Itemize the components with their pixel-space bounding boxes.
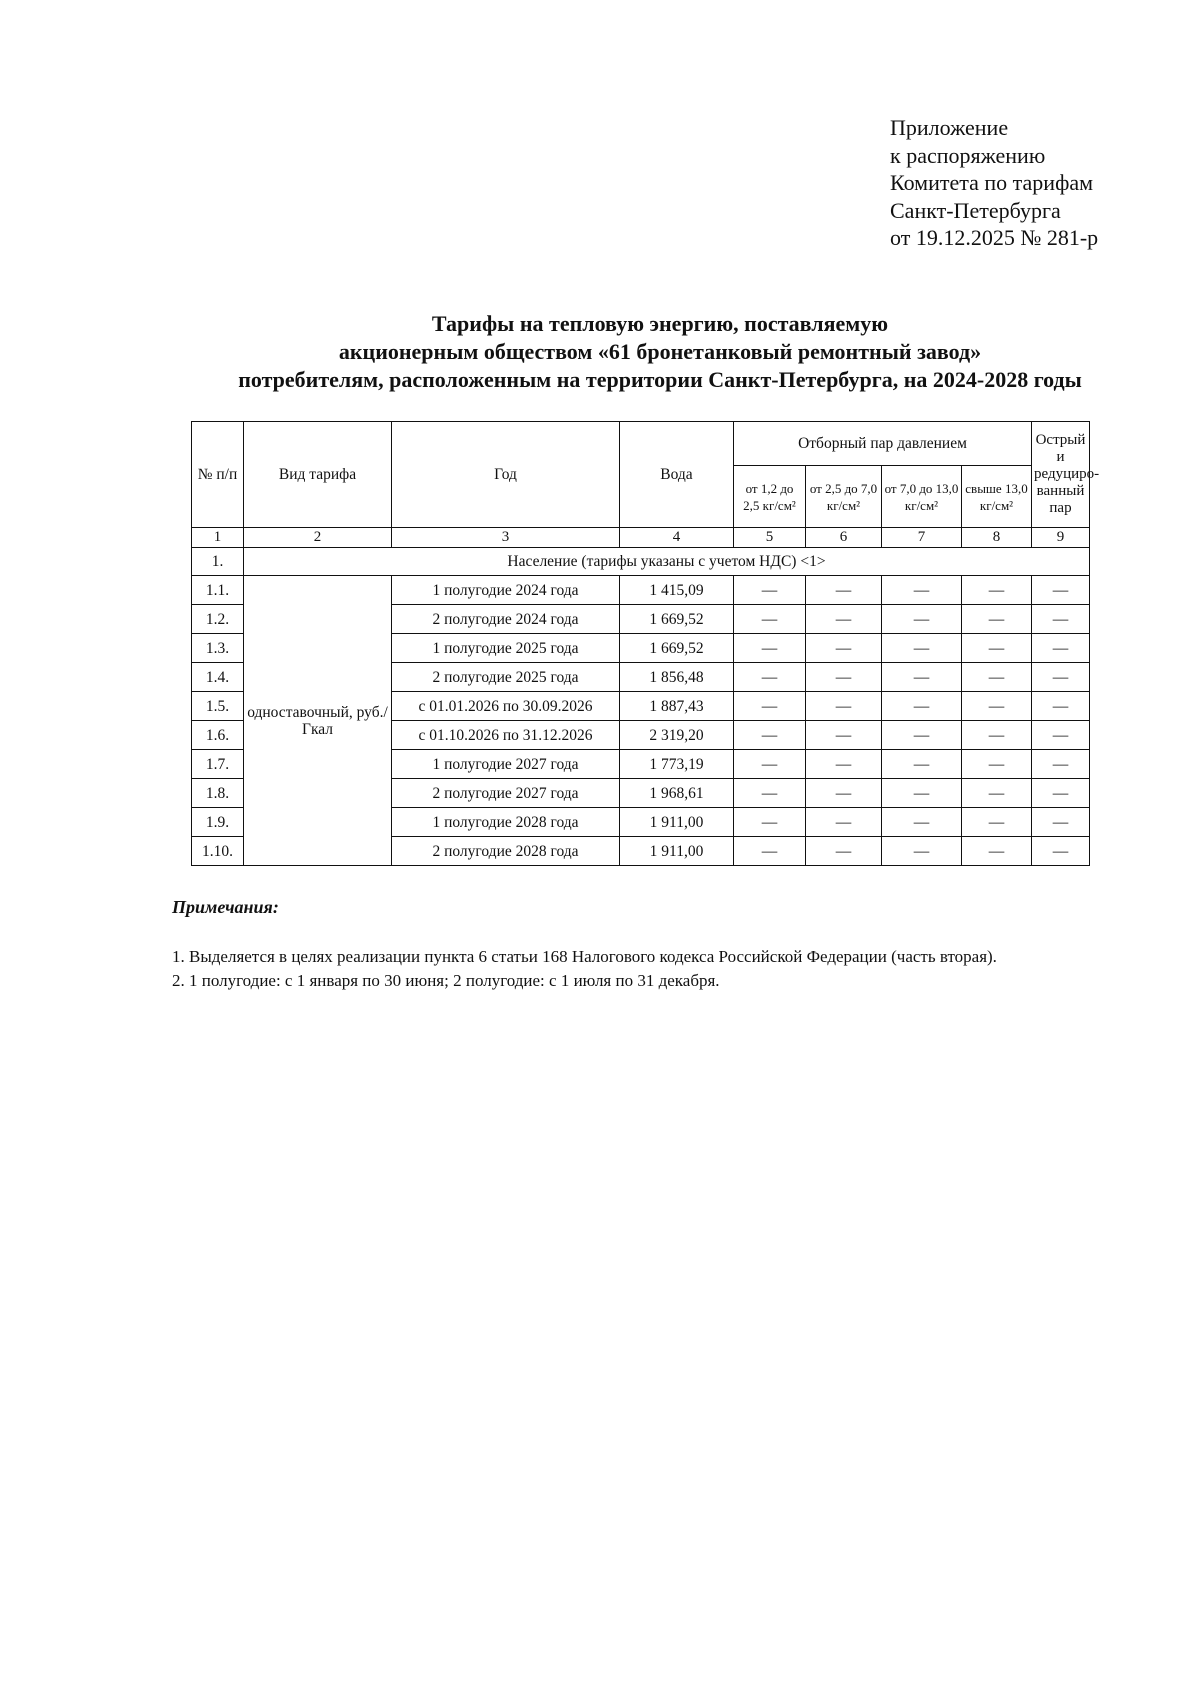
column-number: 8 — [962, 528, 1032, 548]
row-number: 1.8. — [192, 779, 244, 808]
empty-value-cell: — — [734, 605, 806, 634]
document-title — [0, 310, 1200, 394]
appendix-line: к распоряжению — [890, 142, 1046, 168]
column-number: 3 — [392, 528, 620, 548]
title-line: потребителям, расположенным на территории Санкт-Петербурга, на 2024-2028 годы — [238, 367, 1082, 392]
empty-value-cell: — — [882, 692, 962, 721]
header-steam-2: от 2,5 до 7,0 кг/см² — [806, 466, 882, 528]
empty-value-cell: — — [962, 837, 1032, 866]
empty-value-cell: — — [882, 663, 962, 692]
header-year: Год — [392, 422, 620, 528]
water-tariff-cell: 2 319,20 — [620, 721, 734, 750]
section-row — [192, 548, 1090, 576]
header-steam-group: Отборный пар давлением — [734, 422, 1032, 466]
row-number: 1.4. — [192, 663, 244, 692]
empty-value-cell: — — [806, 634, 882, 663]
section-number: 1. — [192, 548, 244, 576]
empty-value-cell: — — [1032, 576, 1090, 605]
title-line: Тарифы на тепловую энергию, поставляемую — [431, 311, 889, 336]
empty-value-cell: — — [882, 605, 962, 634]
empty-value-cell: — — [806, 750, 882, 779]
row-number: 1.3. — [192, 634, 244, 663]
empty-value-cell: — — [1032, 605, 1090, 634]
header-steam-1: от 1,2 до 2,5 кг/см² — [734, 466, 806, 528]
row-number: 1.5. — [192, 692, 244, 721]
empty-value-cell: — — [882, 837, 962, 866]
empty-value-cell: — — [734, 837, 806, 866]
empty-value-cell: — — [962, 779, 1032, 808]
empty-value-cell: — — [962, 605, 1032, 634]
water-tariff-cell: 1 968,61 — [620, 779, 734, 808]
tariff-type-cell: одноставочный, руб./Гкал — [244, 576, 392, 866]
column-number: 9 — [1032, 528, 1090, 548]
empty-value-cell: — — [734, 663, 806, 692]
water-tariff-cell: 1 773,19 — [620, 750, 734, 779]
water-tariff-cell: 1 415,09 — [620, 576, 734, 605]
header-steam-3: от 7,0 до 13,0 кг/см² — [882, 466, 962, 528]
notes-title: Примечания: — [172, 897, 279, 917]
column-number: 5 — [734, 528, 806, 548]
section-label: Население (тарифы указаны с учетом НДС) <1> — [244, 548, 1090, 576]
row-number: 1.9. — [192, 808, 244, 837]
row-number: 1.2. — [192, 605, 244, 634]
empty-value-cell: — — [882, 576, 962, 605]
water-tariff-cell: 1 887,43 — [620, 692, 734, 721]
empty-value-cell: — — [806, 779, 882, 808]
header-steam-4: свыше 13,0 кг/см² — [962, 466, 1032, 528]
period-cell: 1 полугодие 2027 года — [392, 750, 620, 779]
note-item: 1. Выделяется в целях реализации пункта 6 статьи 168 Налогового кодекса Российской Федерации (часть вторая). — [172, 947, 997, 966]
empty-value-cell: — — [1032, 721, 1090, 750]
empty-value-cell: — — [1032, 779, 1090, 808]
column-numbers-row — [192, 528, 1090, 548]
water-tariff-cell: 1 669,52 — [620, 605, 734, 634]
empty-value-cell: — — [1032, 837, 1090, 866]
period-cell: 1 полугодие 2024 года — [392, 576, 620, 605]
water-tariff-cell: 1 856,48 — [620, 663, 734, 692]
appendix-block — [890, 114, 1098, 252]
period-cell: 2 полугодие 2024 года — [392, 605, 620, 634]
period-cell: 2 полугодие 2028 года — [392, 837, 620, 866]
column-number: 6 — [806, 528, 882, 548]
empty-value-cell: — — [806, 605, 882, 634]
water-tariff-cell: 1 911,00 — [620, 837, 734, 866]
row-number: 1.7. — [192, 750, 244, 779]
empty-value-cell: — — [806, 663, 882, 692]
empty-value-cell: — — [882, 808, 962, 837]
empty-value-cell: — — [1032, 663, 1090, 692]
period-cell: 1 полугодие 2028 года — [392, 808, 620, 837]
empty-value-cell: — — [1032, 634, 1090, 663]
header-water: Вода — [620, 422, 734, 528]
empty-value-cell: — — [1032, 750, 1090, 779]
period-cell: с 01.10.2026 по 31.12.2026 — [392, 721, 620, 750]
empty-value-cell: — — [962, 750, 1032, 779]
title-line: акционерным обществом «61 бронетанковый ремонтный завод» — [338, 339, 982, 364]
period-cell: 2 полугодие 2025 года — [392, 663, 620, 692]
empty-value-cell: — — [806, 692, 882, 721]
tariff-table — [191, 421, 1100, 866]
column-number: 2 — [244, 528, 392, 548]
empty-value-cell: — — [734, 721, 806, 750]
appendix-line: Санкт-Петербурга — [890, 197, 1061, 223]
header-sharp-steam: Острый и редуциро-ванный пар — [1032, 422, 1090, 528]
empty-value-cell: — — [734, 779, 806, 808]
water-tariff-cell: 1 911,00 — [620, 808, 734, 837]
header-tariff-type: Вид тарифа — [244, 422, 392, 528]
empty-value-cell: — — [734, 634, 806, 663]
empty-value-cell: — — [806, 837, 882, 866]
empty-value-cell: — — [962, 721, 1032, 750]
row-number: 1.6. — [192, 721, 244, 750]
appendix-line: от 19.12.2025 № 281-р — [890, 225, 1099, 250]
empty-value-cell: — — [882, 721, 962, 750]
empty-value-cell: — — [1032, 808, 1090, 837]
empty-value-cell: — — [962, 808, 1032, 837]
water-tariff-cell: 1 669,52 — [620, 634, 734, 663]
period-cell: с 01.01.2026 по 30.09.2026 — [392, 692, 620, 721]
notes-block — [172, 945, 997, 993]
empty-value-cell: — — [806, 576, 882, 605]
empty-value-cell: — — [1032, 692, 1090, 721]
empty-value-cell: — — [962, 576, 1032, 605]
empty-value-cell: — — [734, 576, 806, 605]
appendix-line: Комитета по тарифам — [890, 170, 1094, 195]
appendix-line: Приложение — [890, 115, 1009, 140]
empty-value-cell: — — [806, 721, 882, 750]
row-number: 1.1. — [192, 576, 244, 605]
empty-value-cell: — — [806, 808, 882, 837]
empty-value-cell: — — [962, 692, 1032, 721]
empty-value-cell: — — [882, 750, 962, 779]
empty-value-cell: — — [962, 663, 1032, 692]
empty-value-cell: — — [734, 692, 806, 721]
period-cell: 1 полугодие 2025 года — [392, 634, 620, 663]
row-number: 1.10. — [192, 837, 244, 866]
column-number: 1 — [192, 528, 244, 548]
note-item: 2. 1 полугодие: с 1 января по 30 июня; 2 полугодие: с 1 июля по 31 декабря. — [172, 971, 720, 990]
header-num: № п/п — [192, 422, 244, 528]
empty-value-cell: — — [734, 750, 806, 779]
column-number: 4 — [620, 528, 734, 548]
table-row — [192, 576, 1090, 605]
column-number: 7 — [882, 528, 962, 548]
empty-value-cell: — — [882, 779, 962, 808]
empty-value-cell: — — [734, 808, 806, 837]
empty-value-cell: — — [962, 634, 1032, 663]
empty-value-cell: — — [882, 634, 962, 663]
period-cell: 2 полугодие 2027 года — [392, 779, 620, 808]
